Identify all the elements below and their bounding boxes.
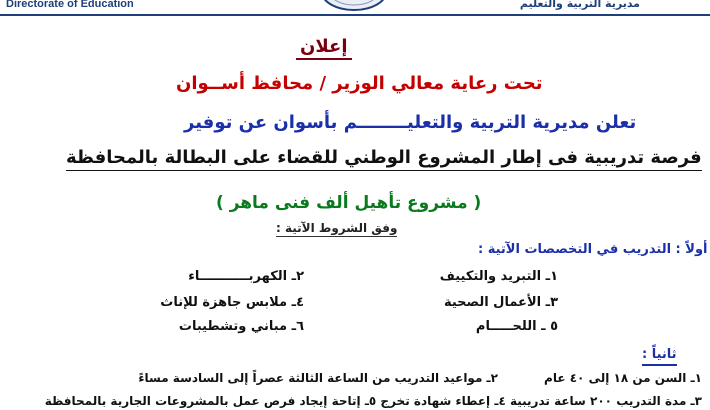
condition-line: ١ـ السن من ١٨ إلى ٤٠ عام — [544, 371, 702, 385]
ministry-emblem-icon — [320, 0, 388, 12]
condition-line: ٣ـ مدة التدريب ٢٠٠ ساعة تدريبية ٤ـ إعطاء شهادة تخرج ٥ـ إتاحة إيجاد فرص عمل بالمشروعات الجارية بالمحافظة — [44, 394, 702, 408]
header-arabic-name: مديرية التربية والتعليم — [519, 0, 640, 10]
specialty-item: ١ـ التبريد والتكييف — [439, 269, 558, 284]
conditions-intro: وفق الشروط الآتية : — [276, 221, 398, 235]
section-two-heading: ثانياً : — [642, 346, 677, 366]
announcement-title: إعلان — [296, 36, 352, 60]
specialty-item: ٢ـ الكهربـــــــــــاء — [188, 269, 304, 284]
specialty-item: ٤ـ ملابس جاهزة للإناث — [160, 295, 304, 310]
announces-line: تعلن مديرية التربية والتعليــــــــم بأسوان عن توفير — [184, 112, 637, 133]
section-one-heading: أولاً : التدريب في التخصصات الآتية : — [478, 242, 708, 257]
auspice-line: تحت رعاية معالي الوزير / محافظ أســوان — [176, 73, 543, 94]
specialty-item: ٦ـ مباني وتشطيبات — [178, 319, 304, 334]
project-name: ( مشروع تأهيل ألف فنى ماهر ) — [216, 193, 482, 213]
opportunity-line: فرصة تدريبية فى إطار المشروع الوطني للقضاء على البطالة بالمحافظة — [66, 146, 702, 171]
header-english-name: Directorate of Education — [6, 0, 134, 10]
specialty-item: ٥ ـ اللحـــــام — [475, 319, 558, 334]
header-divider — [0, 14, 710, 16]
specialty-item: ٣ـ الأعمال الصحية — [443, 295, 558, 310]
condition-line: ٢ـ مواعيد التدريب من الساعة الثالثة عصراً إلى السادسة مساءً — [138, 371, 498, 385]
